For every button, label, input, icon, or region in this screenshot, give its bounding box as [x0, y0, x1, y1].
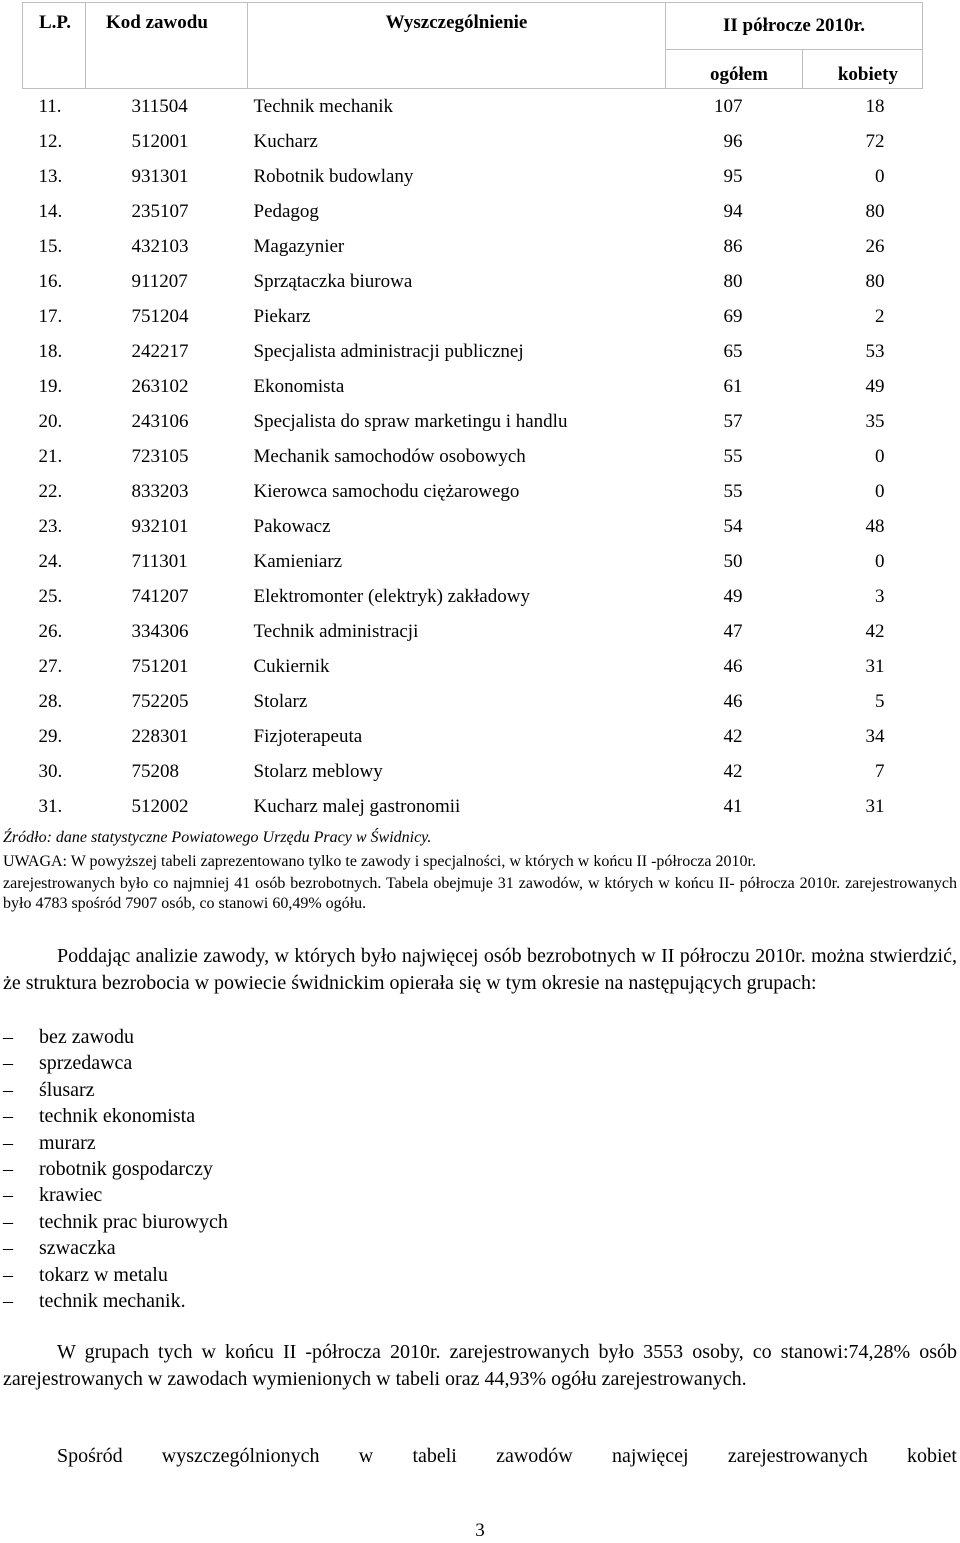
list-item-label: szwaczka: [39, 1237, 116, 1260]
cell-total: 80: [723, 270, 743, 292]
cell-name: Technik administracji: [253, 620, 419, 642]
table-row: [23, 474, 923, 509]
occupations-table: [22, 2, 923, 824]
cell-women: 7: [875, 760, 885, 782]
table-header-row: [23, 3, 923, 50]
list-item: [3, 1288, 228, 1314]
paragraph-summary: W grupach tych w końcu II -półrocza 2010r. zarejestrowanych było 3553 osoby, co stanowi:74,28% osób zarejestrowanych w zawodach wymienionych w tabeli oraz 44,93% ogółu zarejestrowanych.: [3, 1341, 957, 1390]
cell-women: 48: [865, 515, 885, 537]
cell-lp: 29.: [38, 725, 63, 747]
list-item: [3, 1209, 228, 1235]
list-item-label: tokarz w metalu: [39, 1263, 168, 1286]
table-row: [23, 719, 923, 754]
dash-bullet: –: [3, 1158, 13, 1181]
cell-women: 53: [865, 340, 885, 362]
cell-total: 49: [723, 585, 743, 607]
table-row: [23, 369, 923, 404]
table-row: [23, 159, 923, 194]
table-note-line2: zarejestrowanych było co najmniej 41 osób bezrobotnych. Tabela obejmuje 31 zawodów, w których w końcu II- półrocza 2010r. zarejestrowanych było 4783 spośród 7907 osób, co stanowi 60,49% ogółu.: [3, 875, 957, 912]
cell-women: 0: [875, 445, 885, 467]
list-item-label: murarz: [39, 1131, 96, 1154]
cell-name: Fizjoterapeuta: [253, 725, 363, 747]
cell-total: 55: [723, 480, 743, 502]
cell-total: 42: [723, 725, 743, 747]
cell-total: 57: [723, 410, 743, 432]
cell-total: 47: [723, 620, 743, 642]
dash-bullet: –: [3, 1026, 13, 1048]
cell-lp: 25.: [38, 585, 63, 607]
list-item: [3, 1024, 228, 1050]
list-item-label: robotnik gospodarczy: [39, 1158, 213, 1181]
list-item: [3, 1262, 228, 1288]
cell-name: Technik mechanik: [248, 89, 666, 125]
cell-total: 46: [723, 690, 743, 712]
cell-name: Kucharz malej gastronomii: [253, 795, 461, 817]
dash-bullet: –: [3, 1052, 13, 1075]
header-women: kobiety: [803, 50, 923, 89]
dash-bullet: –: [3, 1263, 13, 1286]
cell-name: Specjalista administracji publicznej: [253, 340, 524, 362]
table-row: [23, 509, 923, 544]
cell-women: 2: [875, 305, 885, 327]
table-row: [23, 89, 923, 125]
cell-women: 26: [865, 235, 885, 257]
header-period: II półrocze 2010r.: [666, 3, 923, 50]
cell-kod: 833203: [131, 480, 189, 502]
cell-lp: 22.: [38, 480, 63, 502]
list-item: [3, 1156, 228, 1182]
list-item-label: sprzedawca: [39, 1052, 133, 1075]
table-row: [23, 334, 923, 369]
cell-name: Specjalista do spraw marketingu i handlu: [253, 410, 568, 432]
paragraph-women: Spośród wyszczególnionych w tabeli zawodów najwięcej zarejestrowanych kobiet: [57, 1445, 957, 1467]
cell-lp: 19.: [38, 375, 63, 397]
cell-name: Piekarz: [253, 305, 311, 327]
cell-women: 80: [865, 270, 885, 292]
dash-bullet: –: [3, 1131, 13, 1154]
table-row: [23, 299, 923, 334]
cell-lp: 23.: [38, 515, 63, 537]
table-row: [23, 789, 923, 824]
table-row: [23, 614, 923, 649]
cell-lp: 11.: [23, 89, 86, 125]
cell-lp: 24.: [38, 550, 63, 572]
cell-kod: 723105: [131, 445, 189, 467]
cell-women: 18: [803, 89, 923, 125]
cell-kod: 751201: [131, 655, 189, 677]
cell-kod: 711301: [131, 550, 188, 572]
cell-lp: 14.: [38, 200, 63, 222]
cell-total: 41: [723, 795, 743, 817]
cell-kod: 932101: [131, 515, 189, 537]
cell-total: 86: [723, 235, 743, 257]
header-lp: L.P.: [23, 3, 86, 89]
cell-women: 5: [875, 690, 885, 712]
cell-total: 107: [666, 89, 803, 125]
dash-bullet: –: [3, 1078, 13, 1101]
cell-women: 49: [865, 375, 885, 397]
cell-lp: 20.: [38, 410, 63, 432]
table-row: [23, 579, 923, 614]
dash-bullet: –: [3, 1290, 13, 1313]
list-item: [3, 1077, 228, 1103]
cell-lp: 15.: [38, 235, 63, 257]
cell-kod: 334306: [131, 620, 189, 642]
list-item: [3, 1050, 228, 1076]
list-item-label: bez zawodu: [39, 1026, 134, 1048]
cell-kod: 243106: [131, 410, 189, 432]
table-row: [23, 124, 923, 159]
cell-kod: 931301: [131, 165, 189, 187]
cell-kod: 741207: [131, 585, 189, 607]
cell-lp: 28.: [38, 690, 63, 712]
list-item-label: krawiec: [39, 1184, 103, 1207]
cell-name: Kierowca samochodu ciężarowego: [253, 480, 520, 502]
cell-name: Elektromonter (elektryk) zakładowy: [253, 585, 530, 607]
cell-name: Kucharz: [253, 130, 318, 152]
cell-name: Stolarz meblowy: [253, 760, 383, 782]
dash-bullet: –: [3, 1237, 13, 1260]
list-item-label: technik ekonomista: [39, 1105, 196, 1128]
cell-name: Cukiernik: [253, 655, 330, 677]
cell-kod: 512001: [131, 130, 189, 152]
header-total: ogółem: [666, 50, 803, 89]
cell-total: 95: [723, 165, 743, 187]
cell-women: 80: [865, 200, 885, 222]
header-name: Wyszczególnienie: [248, 3, 666, 89]
cell-name: Sprzątaczka biurowa: [253, 270, 413, 292]
cell-lp: 17.: [38, 305, 63, 327]
cell-kod: 911207: [131, 270, 188, 292]
list-item-label: technik mechanik.: [39, 1290, 186, 1313]
cell-name: Ekonomista: [253, 375, 345, 397]
cell-total: 94: [723, 200, 743, 222]
cell-name: Stolarz: [253, 690, 308, 712]
cell-women: 72: [865, 130, 885, 152]
table-row: [23, 404, 923, 439]
cell-total: 46: [723, 655, 743, 677]
cell-lp: 12.: [38, 130, 63, 152]
dash-bullet: –: [3, 1210, 13, 1233]
table-row: [23, 264, 923, 299]
paragraph-analysis: Poddając analizie zawody, w których było najwięcej osób bezrobotnych w II półroczu 2010r. można stwierdzić, że struktura bezrobocia w powiecie świdnickim opierała się w tym okresie na następujących grupach:: [3, 945, 957, 994]
cell-name: Kamieniarz: [253, 550, 343, 572]
cell-total: 96: [723, 130, 743, 152]
list-item: [3, 1235, 228, 1261]
table-row: [23, 439, 923, 474]
cell-women: 31: [865, 795, 885, 817]
cell-kod: 242217: [131, 340, 189, 362]
table-row: [23, 649, 923, 684]
cell-women: 3: [875, 585, 885, 607]
table-row: [23, 229, 923, 264]
cell-lp: 27.: [38, 655, 63, 677]
cell-women: 0: [875, 480, 885, 502]
cell-lp: 21.: [38, 445, 63, 467]
cell-total: 65: [723, 340, 743, 362]
cell-total: 50: [723, 550, 743, 572]
cell-name: Pakowacz: [253, 515, 331, 537]
cell-lp: 31.: [38, 795, 63, 817]
cell-kod: 751204: [131, 305, 189, 327]
table-source: Źródło: dane statystyczne Powiatowego Urzędu Pracy w Świdnicy.: [3, 829, 432, 846]
cell-women: 35: [865, 410, 885, 432]
cell-kod: 512002: [131, 795, 189, 817]
header-kod: Kod zawodu: [86, 3, 248, 89]
list-item-label: technik prac biurowych: [39, 1210, 228, 1233]
cell-kod: 228301: [131, 725, 189, 747]
cell-kod: 311504: [86, 89, 248, 125]
list-item-label: ślusarz: [39, 1078, 95, 1101]
cell-women: 34: [865, 725, 885, 747]
cell-name: Robotnik budowlany: [253, 165, 414, 187]
cell-kod: 263102: [131, 375, 189, 397]
cell-women: 42: [865, 620, 885, 642]
list-item: [3, 1103, 228, 1129]
cell-total: 55: [723, 445, 743, 467]
groups-list: [3, 1024, 228, 1314]
dash-bullet: –: [3, 1184, 13, 1207]
cell-name: Mechanik samochodów osobowych: [253, 445, 526, 467]
cell-name: Magazynier: [253, 235, 345, 257]
cell-women: 31: [865, 655, 885, 677]
table-row: [23, 544, 923, 579]
page-number: 3: [475, 1520, 485, 1541]
cell-total: 42: [723, 760, 743, 782]
table-row: [23, 754, 923, 789]
cell-lp: 13.: [38, 165, 63, 187]
cell-total: 61: [723, 375, 743, 397]
cell-total: 69: [723, 305, 743, 327]
list-item: [3, 1182, 228, 1208]
dash-bullet: –: [3, 1105, 13, 1128]
cell-lp: 26.: [38, 620, 63, 642]
cell-lp: 16.: [38, 270, 63, 292]
cell-kod: 432103: [131, 235, 189, 257]
cell-women: 0: [875, 550, 885, 572]
cell-women: 0: [875, 165, 885, 187]
cell-lp: 30.: [38, 760, 63, 782]
cell-total: 54: [723, 515, 743, 537]
cell-kod: 235107: [131, 200, 189, 222]
list-item: [3, 1130, 228, 1156]
cell-name: Pedagog: [253, 200, 319, 222]
cell-kod: 75208: [131, 760, 179, 782]
cell-lp: 18.: [38, 340, 63, 362]
cell-kod: 752205: [131, 690, 189, 712]
table-note-line1: UWAGA: W powyższej tabeli zaprezentowano tylko te zawody i specjalności, w których w końcu II -półrocza 2010r.: [3, 853, 756, 870]
table-row: [23, 194, 923, 229]
table-row: [23, 684, 923, 719]
